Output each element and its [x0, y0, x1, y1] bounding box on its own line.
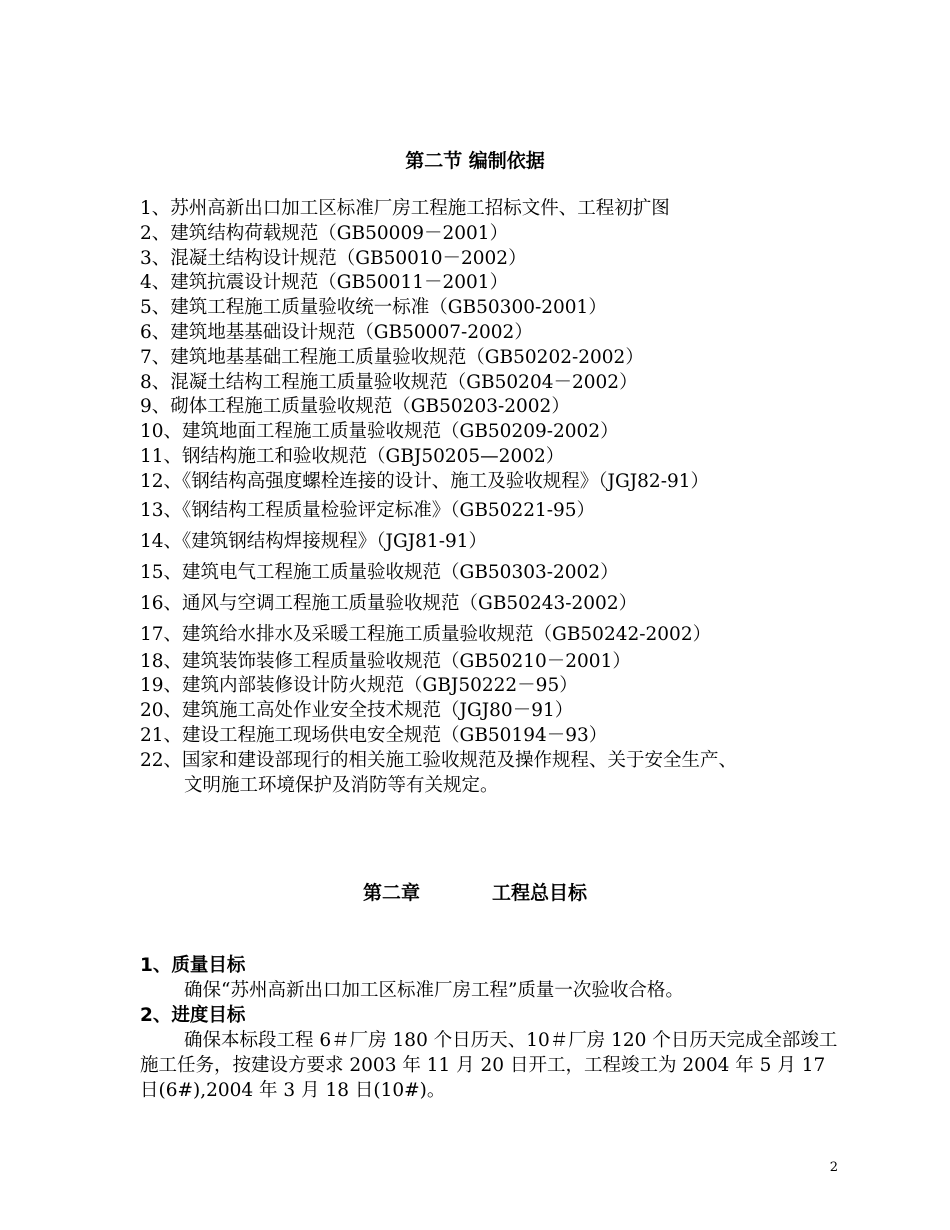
reference-item: 7、建筑地基基础工程施工质量验收规范（GB50202-2002）: [140, 346, 644, 368]
reference-item: 14、《建筑钢结构焊接规程》（JGJ81-91）: [140, 530, 487, 552]
reference-item: 8、混凝土结构工程施工质量验收规范（GB50204－2002）: [140, 371, 638, 393]
reference-item: 4、建筑抗震设计规范（GB50011－2001）: [140, 272, 509, 294]
reference-item: 16、通风与空调工程施工质量验收规范（GB50243-2002）: [140, 592, 638, 614]
reference-item: 6、建筑地基基础设计规范（GB50007-2002）: [140, 321, 533, 343]
reference-item-continuation: 文明施工环境保护及消防等有关规定。: [184, 774, 499, 796]
chapter-number: 第二章: [362, 882, 420, 904]
quality-goal-heading: 1、质量目标: [140, 955, 246, 976]
reference-item: 2、建筑结构荷载规范（GB50009－2001）: [140, 222, 509, 244]
reference-item: 18、建筑装饰装修工程质量验收规范（GB50210－2001）: [140, 650, 631, 672]
reference-item: 3、混凝土结构设计规范（GB50010－2002）: [140, 247, 527, 269]
schedule-goal-text: 确保本标段工程 6＃厂房 180 个日历天、10＃厂房 120 个日历天完成全部竣工施工任务，按建设方要求 2003 年 11 月 20 日开工，工程竣工为 2004 年 5 月 17 日(6#),2004 年 3 月 18 日(10#)。: [140, 1030, 838, 1101]
schedule-goal-heading: 2、进度目标: [140, 1005, 246, 1026]
reference-item: 22、国家和建设部现行的相关施工验收规范及操作规程、关于安全生产、: [140, 749, 738, 771]
reference-item: 20、建筑施工高处作业安全技术规范（JGJ80－91）: [140, 700, 574, 722]
reference-item: 5、建筑工程施工质量验收统一标准（GB50300-2001）: [140, 297, 607, 319]
reference-list: [140, 197, 840, 798]
goals-section: [140, 953, 840, 1103]
reference-item: 10、建筑地面工程施工质量验收规范（GB50209-2002）: [140, 421, 619, 443]
chapter-title: 工程总目标: [492, 882, 588, 904]
reference-item: 12、《钢结构高强度螺栓连接的设计、施工及验收规程》（JGJ82-91）: [140, 470, 709, 492]
reference-item: 17、建筑给水排水及采暖工程施工质量验收规范（GB50242-2002）: [140, 623, 712, 645]
reference-item: 21、建设工程施工现场供电安全规范（GB50194－93）: [140, 724, 608, 746]
page-number: 2: [829, 1160, 838, 1175]
reference-item: 11、钢结构施工和验收规范（GBJ50205—2002）: [140, 445, 565, 467]
reference-item: 9、砌体工程施工质量验收规范（GB50203-2002）: [140, 396, 570, 418]
chapter-heading: [0, 878, 950, 905]
section-title: 第二节 编制依据: [405, 150, 545, 172]
reference-item: 1、苏州高新出口加工区标准厂房工程施工招标文件、工程初扩图: [140, 198, 670, 219]
reference-item: 19、建筑内部装修设计防火规范（GBJ50222－95）: [140, 675, 578, 697]
quality-goal-text: 确保“苏州高新出口加工区标准厂房工程”质量一次验收合格。: [184, 980, 684, 1001]
reference-item: 13、《钢结构工程质量检验评定标准》（GB50221-95）: [140, 499, 596, 521]
reference-item: 15、建筑电气工程施工质量验收规范（GB50303-2002）: [140, 561, 619, 583]
